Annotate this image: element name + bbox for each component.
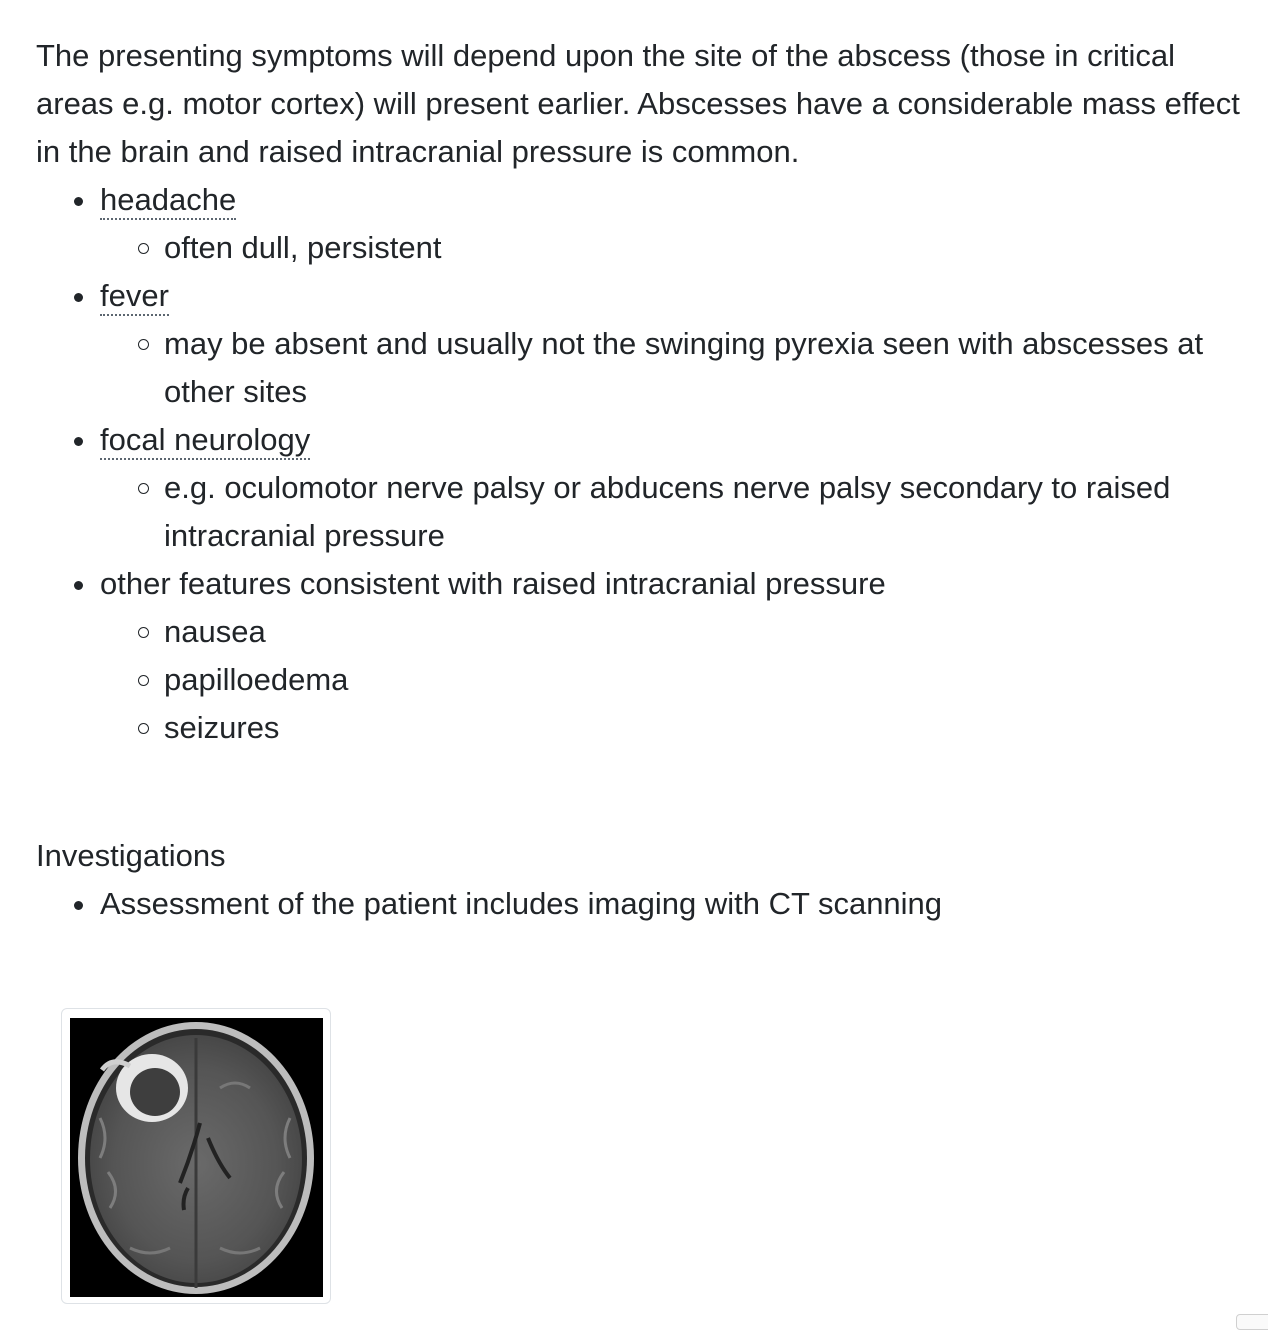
glossary-link-focal-neurology[interactable]: focal neurology	[100, 422, 310, 460]
glossary-link-fever[interactable]: fever	[100, 278, 169, 316]
symptom-detail	[100, 464, 1268, 560]
symptom-detail-list	[100, 464, 1268, 560]
intro-line: The presenting symptoms will depend upon the site of the abscess (those in critical	[36, 38, 1175, 73]
article-body	[36, 32, 1268, 928]
symptom-detail: often dull, persistent	[100, 224, 1268, 272]
intro-line: in the brain and raised intracranial pressure is common.	[36, 134, 800, 169]
symptom-item	[36, 176, 1268, 272]
symptom-detail-list	[100, 320, 1268, 416]
symptom-label: other features consistent with raised intracranial pressure	[100, 566, 886, 601]
symptom-detail: papilloedema	[100, 656, 1268, 704]
symptom-item	[36, 560, 1268, 752]
page-corner-widget	[1236, 1314, 1268, 1330]
investigations-list	[36, 880, 1268, 928]
symptom-detail-list	[100, 224, 1268, 272]
intro-line: areas e.g. motor cortex) will present earlier. Abscesses have a considerable mass effect	[36, 86, 1240, 121]
symptom-detail: nausea	[100, 608, 1268, 656]
section-heading-investigations: Investigations	[36, 838, 226, 873]
symptom-list	[36, 176, 1268, 752]
image-thumbnail[interactable]	[61, 1008, 331, 1304]
intro-paragraph	[36, 32, 1268, 176]
brain-ct-scan-icon	[70, 1018, 323, 1297]
glossary-link-headache[interactable]: headache	[100, 182, 236, 220]
symptom-detail: seizures	[100, 704, 1268, 752]
symptom-item	[36, 272, 1268, 416]
symptom-detail-text: e.g. oculomotor nerve palsy or abducens nerve palsy secondary to raised intracranial pressure	[164, 470, 1171, 553]
investigation-item: Assessment of the patient includes imaging with CT scanning	[36, 880, 1268, 928]
symptom-detail	[100, 320, 1268, 416]
symptom-detail-text: may be absent and usually not the swinging pyrexia seen with abscesses at other sites	[164, 326, 1204, 409]
symptom-item	[36, 416, 1268, 560]
symptom-detail-list	[100, 608, 1268, 752]
